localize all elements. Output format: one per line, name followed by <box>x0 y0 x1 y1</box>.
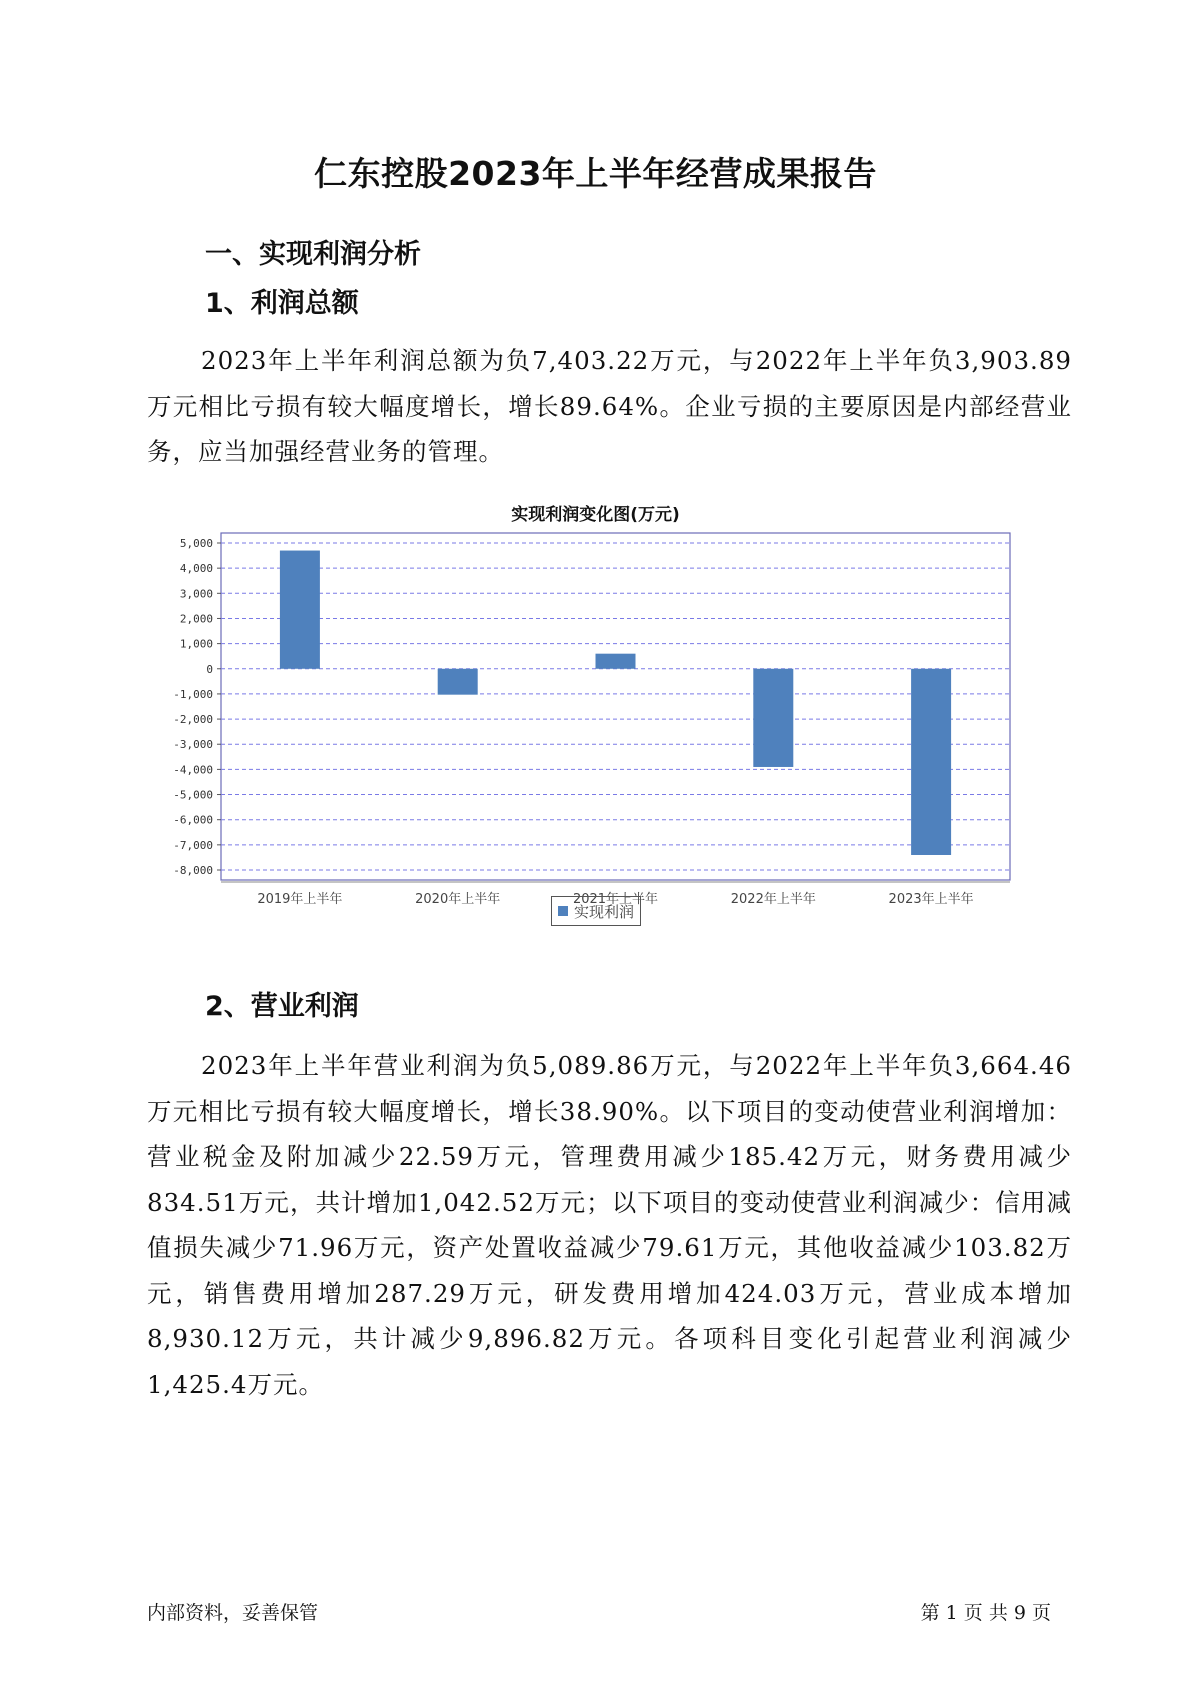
bar <box>596 654 636 669</box>
x-tick-label: 2020年上半年 <box>415 892 501 907</box>
subheading-total-profit: 1、利润总额 <box>205 288 359 319</box>
paragraph-operating-profit: 2023年上半年营业利润为负5,089.86万元，与2022年上半年负3,664.46万元相比亏损有较大幅度增长，增长38.90%。以下项目的变动使营业利润增加：营业税金及附加减少22.59万元，管理费用减少185.42万元，财务费用减少834.51万元，共计增加1,042.52万元；以下项目的变动使营业利润减少：信用减值损失减少71.96万元，资产处置收益减少79.61万元，其他收益减少103.82万元，销售费用增加287.29万元，研发费用增加424.03万元，营业成本增加8,930.12万元，共计减少9,896.82万元。各项科目变化引起营业利润减少1,425.4万元。 <box>147 1051 1072 1399</box>
chart-svg <box>0 490 1191 950</box>
plot-area <box>221 533 1010 880</box>
paragraph-total-profit: 2023年上半年利润总额为负7,403.22万元，与2022年上半年负3,903.89万元相比亏损有较大幅度增长，增长89.64%。企业亏损的主要原因是内部经营业务，应当加强经营业务的管理。 <box>147 346 1072 466</box>
y-tick-label: -1,000 <box>173 687 213 701</box>
profit-chart <box>0 490 1191 950</box>
bar <box>753 669 793 767</box>
y-tick-label: -2,000 <box>173 713 213 727</box>
y-tick-label: 0 <box>206 662 213 676</box>
bar <box>438 669 478 695</box>
y-tick-label: -8,000 <box>173 864 213 877</box>
subheading-operating-profit: 2、营业利润 <box>205 991 359 1022</box>
y-tick-label: -7,000 <box>173 838 213 852</box>
y-tick-label: -4,000 <box>173 763 213 777</box>
y-tick-label: -5,000 <box>173 788 213 802</box>
y-tick-label: -6,000 <box>173 813 213 827</box>
footer-confidential-note: 内部资料，妥善保管 <box>147 1602 319 1624</box>
y-tick-label: 4,000 <box>179 562 213 576</box>
y-tick-label: -3,000 <box>173 738 213 752</box>
legend-label: 实现利润 <box>574 902 635 921</box>
bar <box>280 551 320 669</box>
section-heading-profit-analysis: 一、实现利润分析 <box>205 239 421 270</box>
chart-title: 实现利润变化图(万元) <box>511 505 680 525</box>
y-tick-label: 3,000 <box>179 587 213 601</box>
x-tick-label: 2022年上半年 <box>730 892 816 907</box>
legend-swatch <box>558 906 568 916</box>
x-tick-label: 2023年上半年 <box>888 892 974 907</box>
y-tick-label: 1,000 <box>179 637 213 651</box>
page-title: 仁东控股2023年上半年经营成果报告 <box>314 154 877 193</box>
x-tick-label: 2021年上半年 <box>572 892 659 907</box>
footer-page-number: 第 1 页 共 9 页 <box>920 1602 1051 1624</box>
chart-legend <box>551 896 641 926</box>
x-tick-label: 2019年上半年 <box>257 892 343 907</box>
y-tick-label: 2,000 <box>179 612 213 626</box>
y-tick-label: 5,000 <box>179 537 213 550</box>
bar <box>911 669 951 855</box>
